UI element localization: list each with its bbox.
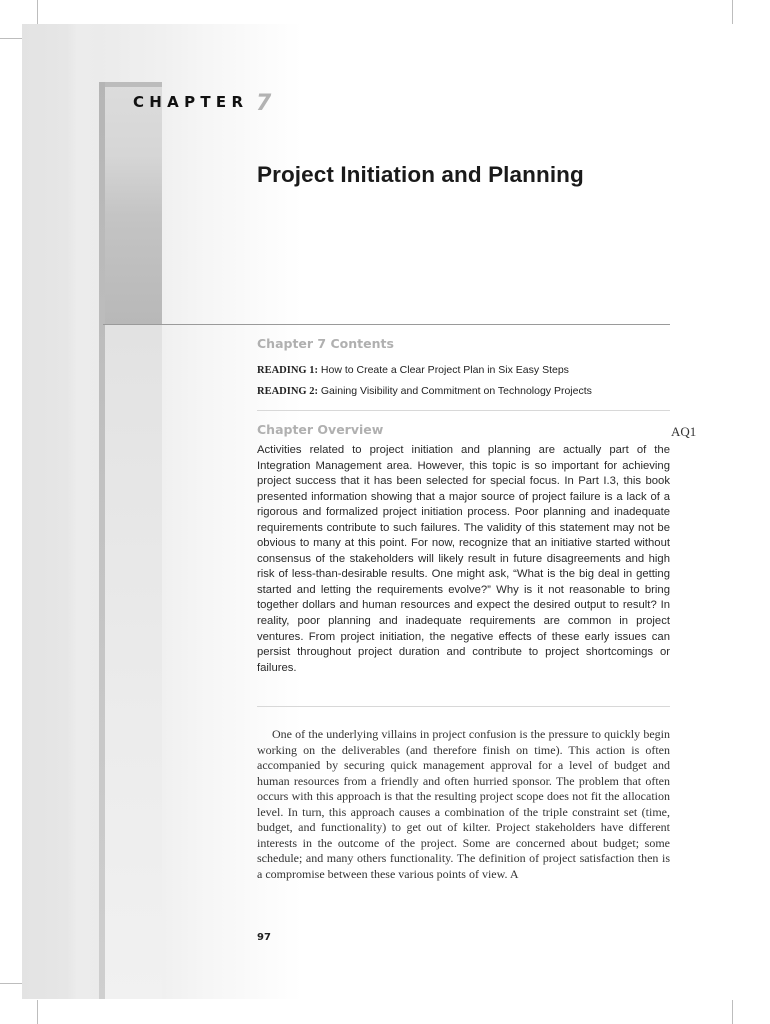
crop-mark-bottom-right-v [732, 1000, 733, 1024]
overview-heading: Chapter Overview [257, 422, 384, 437]
reading-title: How to Create a Clear Project Plan in Six Easy Steps [320, 364, 569, 376]
overview-paragraph: Activities related to project initiation and planning are actually part of the Integration Management area. However, this topic is so important for achieving project success that it has been selected for special focus. In Part I.3, this book presented information showing that a major source of project failure is a lack of a rigorous and formalized project initiation process. Poor planning and inadequate requirements contribute to such failures. The validity of this statement may not be obvious to many at this point. For now, recognize that an initiative started without consensus of the stakeholders will likely result in future disagreements and high risk of less-than-desirable results. One might ask, “What is the big deal in getting started and letting the requirements evolve?” Why is it not reasonable to bring together dollars and human resources and expect the desired output to result? In reality, poor planning and inadequate requirements are common in project ventures. From project initiation, the negative effects of these early issues can persist throughout project duration and contribute to project shortcomings or failures. [257, 444, 670, 674]
body-paragraph: One of the underlying villains in project confusion is the pressure to quickly begin working on the deliverables (and therefore finish on time). This action is often accompanied by securing quick management approval for a level of budget and human resources from a friendly and often hurried sponsor. The problem that often occurs with this approach is that the resulting project scope does not fit the allocation level. In turn, this approach causes a combination of the triple constraint set (time, budget, and functionality) to get out of kilter. Project stakeholders have different interests in the outcome of the project. Some are concerned about budget; some schedule; and many others functionality. The definition of project satisfaction then is a compromise between these various points of view. A [257, 727, 670, 881]
chapter-tab-edge [99, 82, 105, 999]
author-query-marker: AQ1 [671, 424, 697, 439]
chapter-number: 7 [256, 91, 272, 116]
reading-label: READING 2: [257, 386, 318, 397]
crop-mark-bottom-left-v [37, 1000, 38, 1024]
contents-divider [257, 410, 670, 411]
crop-mark-top-left-h [0, 38, 22, 39]
overview-divider [257, 706, 670, 707]
contents-heading: Chapter 7 Contents [257, 336, 394, 351]
chapter-title: Project Initiation and Planning [257, 162, 584, 187]
crop-mark-top-left-v [37, 0, 38, 24]
crop-mark-bottom-left-h [0, 983, 22, 984]
contents-reading-2 [257, 385, 592, 397]
chapter-tab-lower [105, 325, 162, 999]
chapter-tab-top-edge [99, 82, 162, 87]
crop-mark-top-right-v [732, 0, 733, 24]
chapter-label: CHAPTER [133, 93, 249, 111]
chapter-tab [105, 82, 162, 325]
reading-label: READING 1: [257, 365, 318, 376]
reading-title: Gaining Visibility and Commitment on Technology Projects [320, 385, 592, 397]
header-rule [103, 324, 670, 325]
contents-reading-1 [257, 364, 569, 376]
page-number: 97 [257, 932, 271, 943]
